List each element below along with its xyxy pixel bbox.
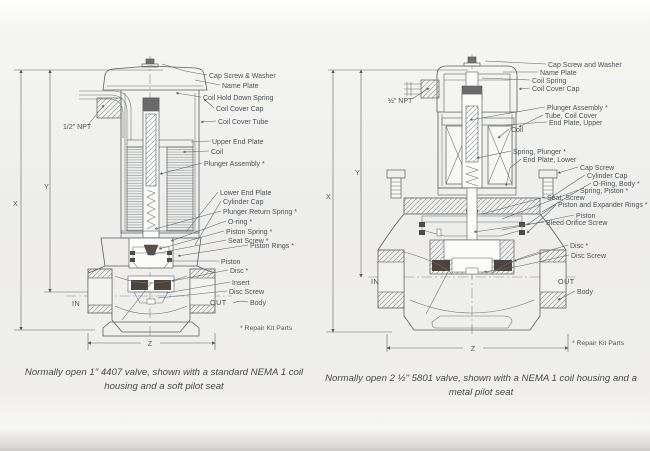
label-lower-end-plate: Lower End Plate <box>220 190 272 197</box>
bleed-orifice-screw-shape <box>437 229 441 236</box>
piston-expander-ring <box>419 230 425 235</box>
label-insert: Insert <box>232 280 250 287</box>
right-dim-y-label: Y <box>355 168 360 177</box>
label-cap-screw-washer: Cap Screw & Washer <box>209 73 276 80</box>
right-caption: Normally open 2 ½" 5801 valve, shown with a NEMA 1 coil housing and a metal pilot seat <box>325 373 637 399</box>
repair-kit-note: * Repair Kit Parts <box>240 325 293 332</box>
right-diagram <box>326 54 648 353</box>
coil-winding-right <box>167 147 193 231</box>
label-end-plate-lower: End Plate, Lower <box>523 157 577 164</box>
lower-end-plate-shape <box>121 231 199 238</box>
label-npt: ½" NPT <box>388 98 413 105</box>
label-cap-screw-washer: Cap Screw and Washer <box>548 62 622 69</box>
label-disc: Disc * <box>230 268 249 275</box>
piston-ring <box>167 258 172 262</box>
left-dim-y-label: Y <box>44 182 49 191</box>
washer <box>464 63 480 66</box>
label-o-ring-body: O-Ring, Body * <box>593 181 640 188</box>
label-coil-cover-tube: Coil Cover Tube <box>218 119 269 126</box>
label-plunger-return-spring: Plunger Return Spring * <box>223 209 297 216</box>
label-coil-cover-cap: Coil Cover Cap <box>532 86 580 93</box>
label-spring-piston: Spring, Piston * <box>580 188 629 195</box>
label-o-ring: O-ring * <box>228 219 253 226</box>
label-npt: 1/2" NPT <box>63 124 92 131</box>
right-dim-z-extensions <box>387 334 568 352</box>
label-cap-screw: Cap Screw <box>580 165 615 172</box>
label-upper-end-plate: Upper End Plate <box>212 139 264 146</box>
left-dim-x-label: X <box>13 199 18 208</box>
label-piston: Piston <box>576 213 596 220</box>
label-end-plate-upper: End Plate, Upper <box>549 120 603 127</box>
label-name-plate: Name Plate <box>540 70 577 77</box>
piston-ring <box>130 258 135 262</box>
disc-shape <box>494 260 512 271</box>
port-in-label: IN <box>72 299 81 308</box>
lead-wires <box>404 82 421 96</box>
conduit-hub <box>421 80 439 98</box>
label-seat-screw: Seat Screw * <box>228 238 269 245</box>
right-dim-x-label: X <box>326 192 331 201</box>
label-name-plate: Name Plate <box>222 83 259 90</box>
label-piston-expander-rings: Piston and Expander Rings * <box>558 202 648 209</box>
label-piston-spring: Piston Spring * <box>226 229 273 236</box>
body-foot <box>103 322 199 336</box>
piston-ring <box>167 251 172 255</box>
label-cylinder-cap: Cylinder Cap <box>587 173 628 180</box>
label-piston-rings: Piston Rings * <box>250 243 294 250</box>
disc-shape <box>432 260 450 271</box>
label-body: Body <box>577 289 593 296</box>
label-seat-screw: Seat, Screw <box>547 195 585 202</box>
piston-ring <box>130 251 135 255</box>
coil-cover-cap-shape <box>103 66 207 90</box>
right-dim-z-label: Z <box>470 344 476 353</box>
port-out-label: OUT <box>210 298 227 307</box>
label-coil-spring: Coil Spring <box>532 78 567 85</box>
plunger-assembly-shape <box>146 114 156 186</box>
label-body: Body <box>250 300 266 307</box>
label-tube-coil-cover: Tube, Coil Cover <box>545 113 598 120</box>
label-disc-screw: Disc Screw <box>229 289 265 296</box>
label-plunger-assembly: Plunger Assembly * <box>204 161 265 168</box>
port-in-label: IN <box>371 277 380 286</box>
label-coil-cover-cap: Coil Cover Cap <box>216 106 264 113</box>
disc-screw-shape <box>466 268 478 274</box>
upper-end-plate-shape <box>127 140 193 147</box>
plunger-top <box>143 98 159 111</box>
plunger-assembly-shape <box>466 106 478 162</box>
label-plunger-assembly: Plunger Assembly * <box>547 105 608 112</box>
label-disc: Disc * <box>570 243 589 250</box>
label-bleed-orifice-screw: Bleed Orifice Screw <box>546 220 608 227</box>
repair-kit-note: * Repair Kit Parts <box>572 340 625 347</box>
piston-expander-ring <box>419 222 425 227</box>
label-cylinder-cap: Cylinder Cap <box>223 199 264 206</box>
label-piston: Piston <box>221 259 241 266</box>
label-coil: Coil <box>211 149 224 156</box>
label-spring-plunger: Spring, Plunger * <box>513 149 566 156</box>
label-disc-screw: Disc Screw <box>571 253 607 260</box>
label-coil-hold-down-spring: Coil Hold Down Spring <box>203 95 274 102</box>
left-diagram <box>13 56 297 350</box>
port-out-label: OUT <box>558 277 575 286</box>
piston-expander-ring <box>519 230 525 235</box>
label-coil: Coil <box>511 127 524 134</box>
cap-screw <box>468 57 476 63</box>
disc-screw-shape <box>147 299 155 304</box>
left-caption: Normally open 1" 4407 valve, shown with a standard NEMA 1 coil housing and a soft pilot seat <box>24 367 304 393</box>
left-dim-z-label: Z <box>147 339 153 348</box>
